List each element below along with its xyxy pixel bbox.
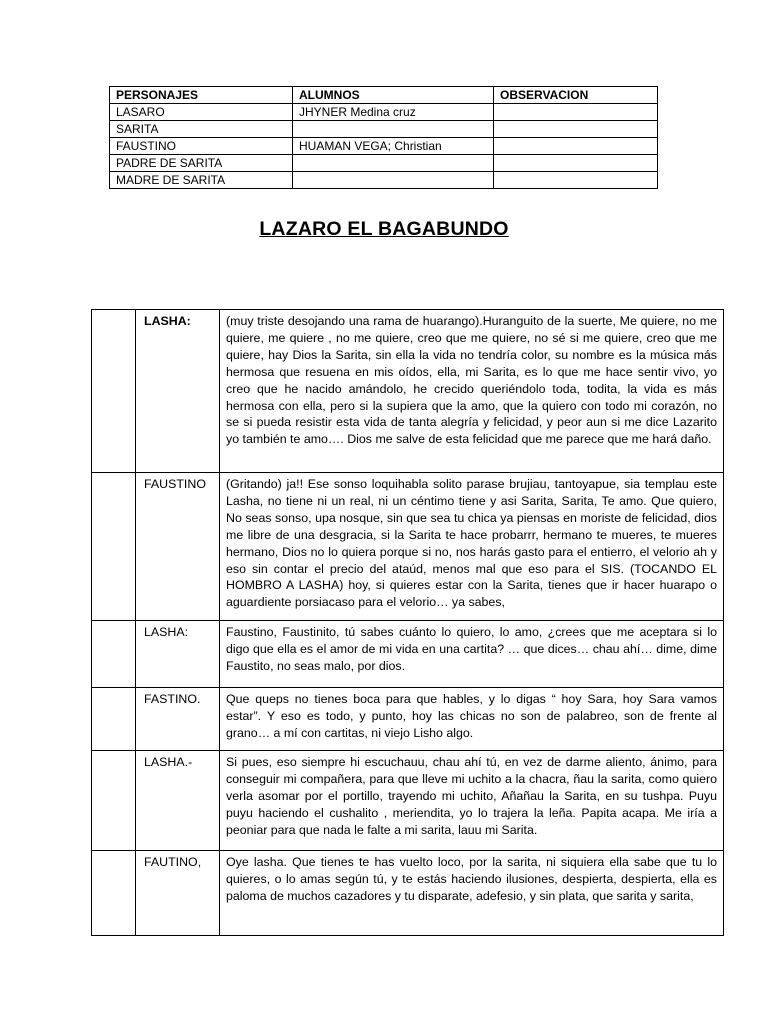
dialogue-row xyxy=(92,621,724,688)
alumno-cell xyxy=(293,121,494,138)
cast-row xyxy=(110,172,658,189)
personaje-cell: LASARO xyxy=(110,104,293,121)
speaker-cell: FAUSTINO xyxy=(136,473,220,621)
speaker-cell: LASHA.- xyxy=(136,751,220,851)
alumno-cell: JHYNER Medina cruz xyxy=(293,104,494,121)
personaje-cell: SARITA xyxy=(110,121,293,138)
dialogue-blank-cell xyxy=(92,473,136,621)
speaker-cell: LASHA: xyxy=(136,621,220,688)
observacion-cell xyxy=(494,104,658,121)
cast-row xyxy=(110,121,658,138)
observacion-cell xyxy=(494,121,658,138)
dialogue-text-cell: Si pues, eso siempre hi escuchauu, chau ahí tú, en vez de darme aliento, ánimo, para conseguir mi compañera, para que lleve mi uchito a la chacra, ñau la sarita, como quiero verla asomar por el portillo, trayendo mi uchito, Añañau la Sarita, en su tushpa. Puyu puyu haciendo el cushalito , meriendita, yo lo trajera la leña. Papita acapa. Me iría a peoniar para que nada le falte a mi sarita, lauu mi Sarita. xyxy=(220,751,724,851)
dialogue-text-cell: (muy triste desojando una rama de huarango).Huranguito de la suerte, Me quiere, no me quiere, me quiere , no me quiere, creo que me quiere, no sé si me quiere, creo que me quiere, hay Dios la Sarita, sin ella la vida no tendría color, su nombre es la música más hermosa que resuena en mis oídos, ella, mi Sarita, es lo que me hace sentir vivo, yo creo que he nacido amándolo, he crecido queriéndolo toda, todita, la vida es más hermosa con ella, pero si la supiera que la amo, que la quiero con todo mi corazón, no se si pueda resistir esta vida de tanta alegría y felicidad, y peor aun si me dice Lazarito yo también te amo…. Dios me salve de esta felicidad que me parece que me hará daño. xyxy=(220,310,724,473)
header-alumnos: ALUMNOS xyxy=(293,87,494,104)
speaker-cell: FAUTINO, xyxy=(136,851,220,936)
dialogue-blank-cell xyxy=(92,621,136,688)
dialogue-row xyxy=(92,310,724,473)
observacion-cell xyxy=(494,138,658,155)
cast-row xyxy=(110,104,658,121)
dialogue-blank-cell xyxy=(92,688,136,751)
dialogue-text-cell: Oye lasha. Que tienes te has vuelto loco, por la sarita, ni siquiera ella sabe que tu lo quieres, o lo amas según tú, y te estás haciendo ilusiones, despierta, despierta, ella es paloma de muchos cazadores y tu disparate, adefesio, y sin plata, que sarita y sarita, xyxy=(220,851,724,936)
speaker-cell: LASHA: xyxy=(136,310,220,473)
alumno-cell: HUAMAN VEGA; Christian xyxy=(293,138,494,155)
dialogue-row xyxy=(92,688,724,751)
observacion-cell xyxy=(494,155,658,172)
cast-row xyxy=(110,155,658,172)
dialogue-blank-cell xyxy=(92,851,136,936)
dialogue-row xyxy=(92,473,724,621)
dialogue-blank-cell xyxy=(92,310,136,473)
header-observacion: OBSERVACION xyxy=(494,87,658,104)
dialogue-text-cell: (Gritando) ja!! Ese sonso loquihabla solito parase brujiau, tantoyapue, sia templau este Lasha, no tiene ni un real, ni un céntimo tiene y asi Sarita, Sarita, Te amo. Que quiero, No seas sonso, upa nosque, sin que sea tu chica ya piensas en moriste de felicidad, dios me libre de una desgracia, si la Sarita te hace probarrr, hermano te mueres, te mueres hermano, Dios no lo quiera porque si no, nos harás gasto para el entierro, el velorio ah y eso sin contar el precio del ataúd, menos mal que eso para el SIS. (TOCANDO EL HOMBRO A LASHA) hoy, si quieres estar con la Sarita, tienes que ir hacer huarapo o aguardiente porsiacaso para el velorio… ya sabes, xyxy=(220,473,724,621)
header-personajes: PERSONAJES xyxy=(110,87,293,104)
cast-header-row xyxy=(110,87,658,104)
alumno-cell xyxy=(293,172,494,189)
document-title: LAZARO EL BAGABUNDO xyxy=(259,218,509,240)
observacion-cell xyxy=(494,172,658,189)
speaker-cell: FASTINO. xyxy=(136,688,220,751)
dialogue-row xyxy=(92,851,724,936)
personaje-cell: FAUSTINO xyxy=(110,138,293,155)
personaje-cell: MADRE DE SARITA xyxy=(110,172,293,189)
cast-table xyxy=(109,86,658,189)
dialogue-table xyxy=(91,309,724,936)
cast-row xyxy=(110,138,658,155)
alumno-cell xyxy=(293,155,494,172)
dialogue-row xyxy=(92,751,724,851)
dialogue-blank-cell xyxy=(92,751,136,851)
dialogue-text-cell: Que queps no tienes boca para que hables, y lo digas “ hoy Sara, hoy Sara vamos estar”. Y eso es todo, y punto, hoy las chicas no son de palabreo, son de frente al grano… a mí con cartitas, ni viejo Lisho algo. xyxy=(220,688,724,751)
dialogue-text-cell: Faustino, Faustinito, tú sabes cuánto lo quiero, lo amo, ¿crees que me aceptara si lo digo que ella es el amor de mi vida en una cartita? … que dices… chau ahí… dime, dime Faustito, no seas malo, por dios. xyxy=(220,621,724,688)
personaje-cell: PADRE DE SARITA xyxy=(110,155,293,172)
